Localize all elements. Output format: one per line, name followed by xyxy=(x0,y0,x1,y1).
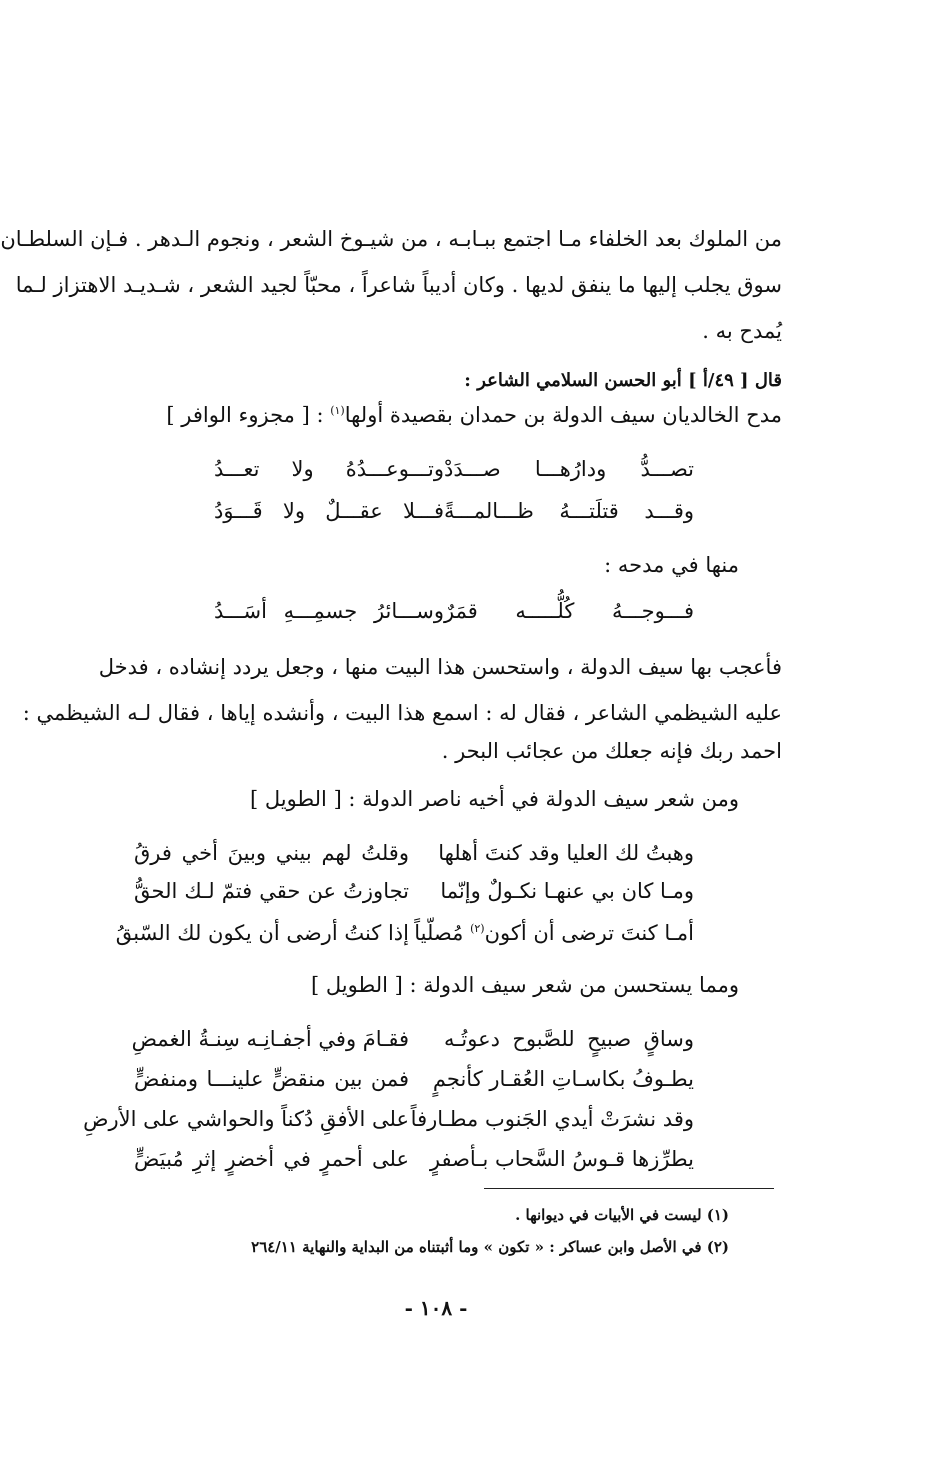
verse-first-hemistich xyxy=(414,918,694,948)
paragraph-line: عليه الشيظمي الشاعر ، فقال له : اسمع هذا البيت ، وأنشده إياها ، فقال لـه الشيظمي : xyxy=(22,701,782,725)
poem-intro: ومن شعر سيف الدولة في أخيه ناصر الدولة : [ الطويل ] xyxy=(249,787,739,811)
verse-first-hemistich: وقد نشرَتْ أيدي الجَنوب مطـارفاً xyxy=(410,1107,694,1131)
footnote-marker: (٢) xyxy=(470,922,485,935)
verse-first-hemistich: يطـوفُ بكاسـاتِ العُقـار كأنجمٍ xyxy=(432,1067,694,1091)
verse-first-hemistich: وساقٍ صبيحٍ للصَّبوح دعوتُـه xyxy=(444,1027,694,1051)
paragraph-line: فأعجب بها سيف الدولة ، واستحسن هذا البيت منها ، وجعل يردد إنشاده ، فدخل xyxy=(98,655,782,679)
verse-first-hemistich: ومـا كان بي عنهـا نكـولٌ وإنّما xyxy=(440,879,694,903)
poem-intro xyxy=(166,400,782,430)
verse-second-hemistich: فمن بين منقضٍّ علينـــا ومنفضٍّ xyxy=(134,1067,409,1091)
paragraph-line: يُمدح به . xyxy=(702,319,782,343)
footnote-marker: (١) xyxy=(330,404,345,417)
verse-second-hemistich: وتـــوعـــدُهُ ولا تعـــدُ xyxy=(214,457,444,481)
verse-text: أمـا كنتَ ترضى أن أكون xyxy=(484,921,694,945)
footnote-separator xyxy=(484,1188,774,1189)
verse-second-hemistich: وقلتُ لهم بيني وبينَ أخي فرقُ xyxy=(134,841,409,865)
verse-second-hemistich: على الأفقِ دُكناً والحواشي على الأرضِ xyxy=(83,1107,409,1131)
verse-first-hemistich: تصـــدُّ ودارُهـــا صـــدَدْ xyxy=(444,457,694,481)
section-heading: قال [ ٤٩/أ ] أبو الحسن السلامي الشاعر : xyxy=(464,370,782,391)
verse-second-hemistich: وســـائرُ جسمِـــهِ أسَـــدُ xyxy=(214,599,444,623)
footnote: (١) ليست في الأبيات في ديوانها . xyxy=(515,1206,729,1224)
footnote: (٢) في الأصل وابن عساكر : « تكون » وما أثبتناه من البداية والنهاية ٢٦٤/١١ xyxy=(251,1238,729,1256)
poem-meter: : [ مجزوء الوافر ] xyxy=(166,403,331,427)
poem-intro: ومما يستحسن من شعر سيف الدولة : [ الطويل ] xyxy=(311,973,739,997)
verse-second-hemistich: على أحمرٍ في أخضرٍ إثرِ مُبيَضٍّ xyxy=(134,1147,409,1171)
paragraph-line: سوق يجلب إليها ما ينفق لديها . وكان أديباً شاعراً ، محبّاً لجيد الشعر ، شـديـد الاهتزاز لـما xyxy=(15,273,782,297)
poem-intro: منها في مدحه : xyxy=(604,553,739,577)
page-number: - ١٠٨ - xyxy=(404,1296,468,1320)
verse-second-hemistich: تجاوزتُ عن حقي فتمّ لـك الحقُّ xyxy=(134,879,409,903)
verse-first-hemistich: وقـــد قتلَتـــهُ ظـــالمـــةً xyxy=(444,499,694,523)
poem-intro-text: مدح الخالديان سيف الدولة بن حمدان بقصيدة أولها xyxy=(344,403,782,427)
verse-second-hemistich: فـــلا عقـــلٌ ولا قَـــوَدُ xyxy=(214,499,444,523)
verse-text: مُصلّياً xyxy=(414,921,471,945)
verse-first-hemistich: فـــوجـــهُ كُلُّـــــه قمَرٌ xyxy=(444,599,694,623)
verse-second-hemistich: فقـامَ وفي أجفـانِـه سِنـةُ الغمضِ xyxy=(131,1027,409,1051)
paragraph-line: احمد ربك فإنه جعلك من عجائب البحر . xyxy=(441,739,782,763)
verse-first-hemistich: وهبتُ لك العليا وقد كنتَ أهلها xyxy=(438,841,694,865)
paragraph-line: من الملوك بعد الخلفاء مـا اجتمع ببـابـه ، من شيـوخ الشعر ، ونجوم الـدهر . فـإن السلطـان xyxy=(0,227,782,251)
verse-second-hemistich: إذا كنتُ أرضى أن يكون لك السّبقُ xyxy=(115,921,409,945)
verse-first-hemistich: يطرِّزها قـوسُ السَّحاب بـأصفرٍ xyxy=(429,1147,694,1171)
